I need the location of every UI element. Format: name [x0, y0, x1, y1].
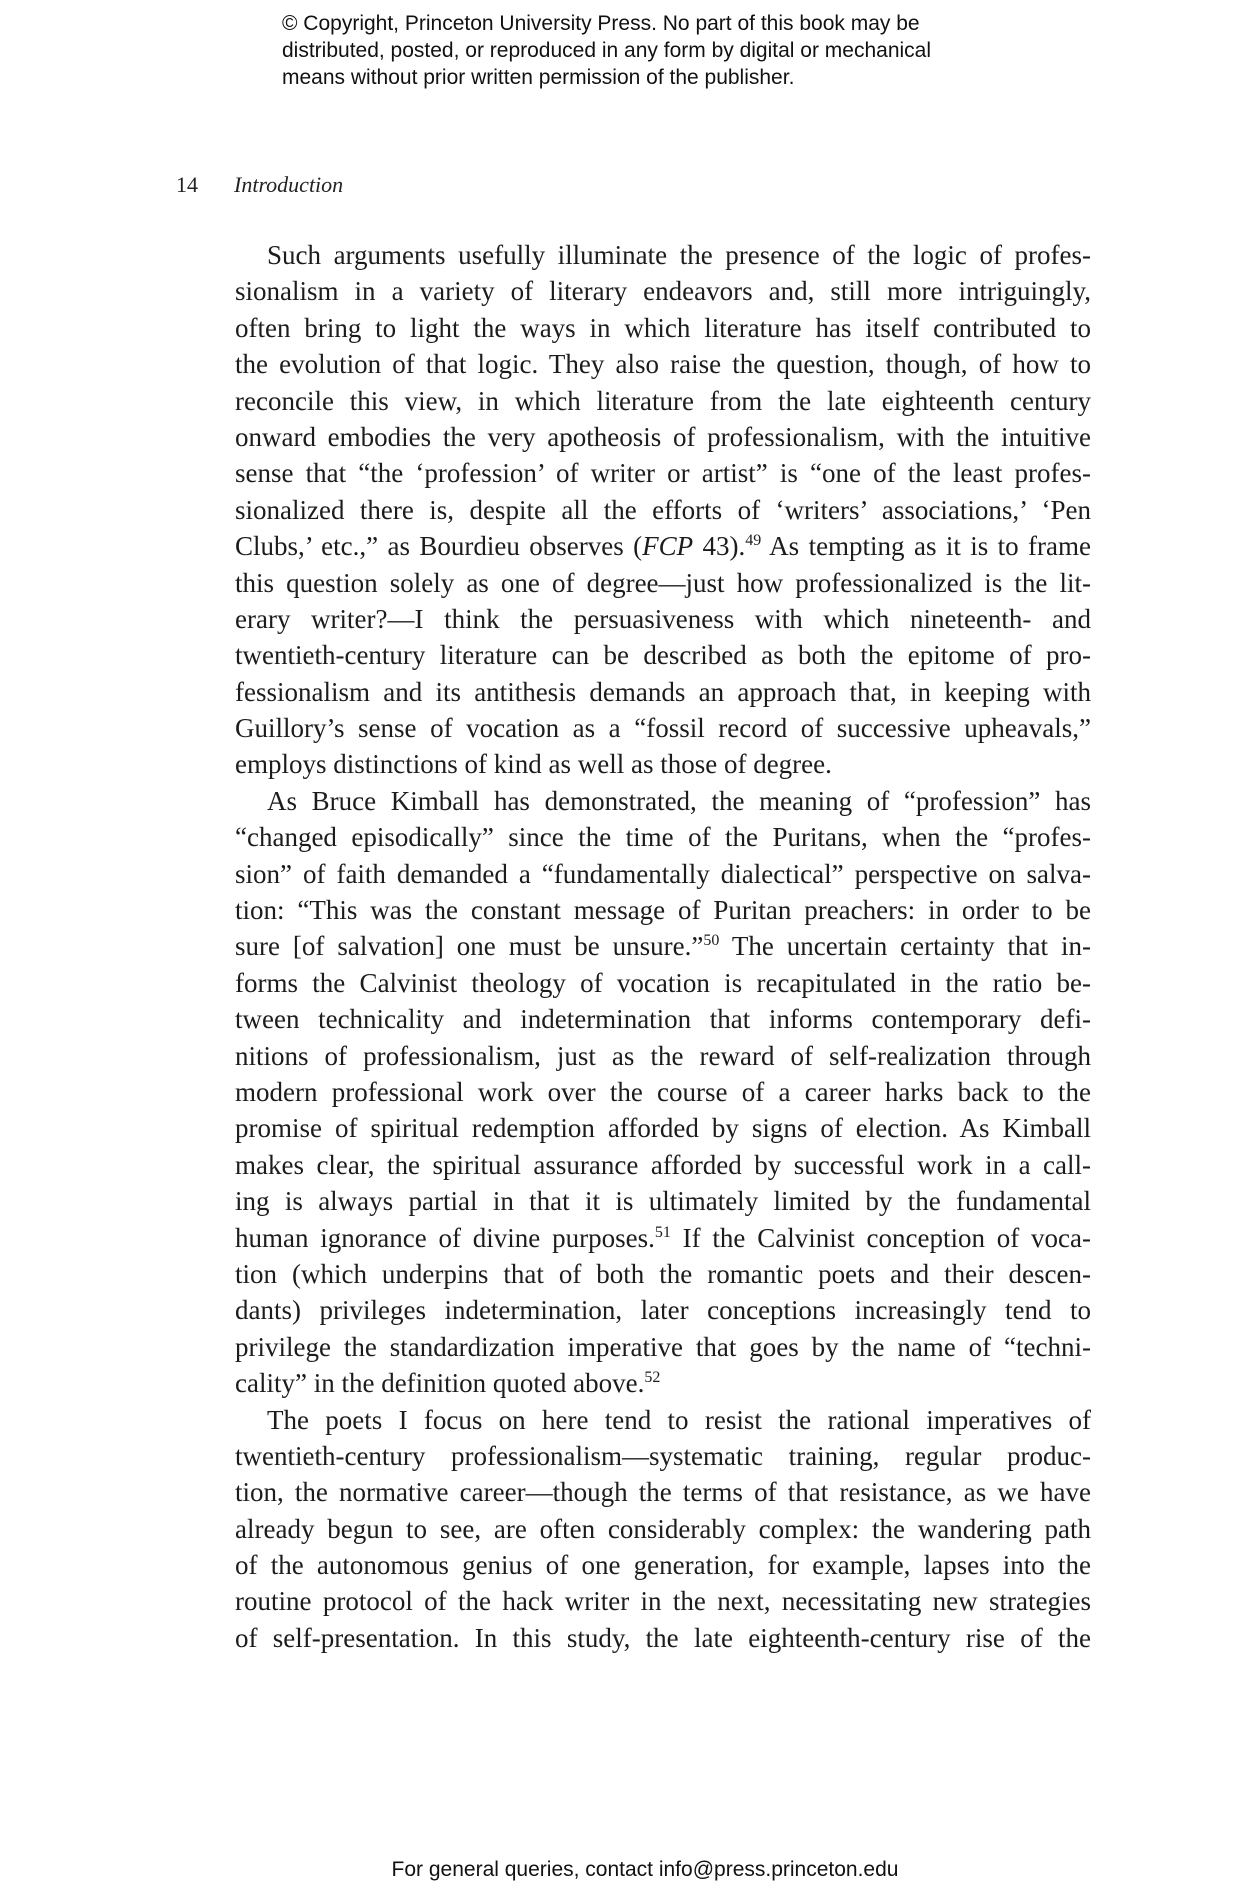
copyright-line: distributed, posted, or reproduced in any form by digital or mechanical [282, 39, 932, 62]
text-line: employs distinctions of kind as well as those of degree. [235, 749, 832, 780]
footer-contact: For general queries, contact info@press.princeton.edu [391, 1858, 899, 1881]
text-line: promise of spiritual redemption afforded by signs of election. As Kimball [235, 1113, 1091, 1144]
text-line: twentieth-century professionalism—systematic training, regular produc- [235, 1440, 1091, 1471]
text-line: routine protocol of the hack writer in the next, necessitating new strategies [235, 1586, 1091, 1617]
citation-abbreviation: FCP [642, 531, 694, 562]
text-line: sionalism in a variety of literary endeavors and, still more intriguingly, [235, 276, 1091, 307]
body-text [235, 237, 1091, 1656]
text-segment: Clubs,’ etc.,” as Bourdieu observes ( [235, 531, 643, 562]
text-line: As Bruce Kimball has demonstrated, the meaning of “profession” has [267, 785, 1091, 816]
page-number: 14 [176, 172, 198, 197]
text-line [235, 928, 1091, 964]
footnote-ref-49[interactable]: 49 [745, 532, 762, 550]
footnote-ref-52[interactable]: 52 [644, 1369, 661, 1387]
text-line [235, 528, 1091, 564]
text-line: this question solely as one of degree—just how professionalized is the lit- [235, 567, 1091, 598]
text-line: tion, the normative career—though the terms of that resistance, as we have [235, 1477, 1091, 1508]
text-line: sion” of faith demanded a “fundamentally dialectical” perspective on salva- [235, 858, 1091, 889]
text-line: forms the Calvinist theology of vocation is recapitulated in the ratio be- [235, 967, 1091, 998]
text-line: dants) privileges indetermination, later conceptions increasingly tend to [235, 1295, 1091, 1326]
text-line: Such arguments usefully illuminate the presence of the logic of profes- [267, 240, 1091, 270]
text-line: of self-presentation. In this study, the late eighteenth-century rise of the [235, 1622, 1091, 1653]
copyright-line: means without prior written permission of the publisher. [282, 66, 795, 89]
text-segment: sure [of salvation] one must be unsure.” [235, 931, 704, 962]
text-line: modern professional work over the course of a career harks back to the [235, 1076, 1091, 1107]
copyright-notice [282, 10, 1042, 91]
text-line: twentieth-century literature can be described as both the epitome of pro- [235, 640, 1091, 671]
footnote-ref-51[interactable]: 51 [654, 1223, 671, 1241]
text-line: fessionalism and its antithesis demands an approach that, in keeping with [235, 676, 1091, 707]
text-line: already begun to see, are often considerably complex: the wandering path [235, 1513, 1091, 1544]
text-line [235, 1220, 1091, 1256]
text-line: onward embodies the very apotheosis of professionalism, with the intuitive [235, 421, 1091, 452]
text-line: tion (which underpins that of both the romantic poets and their descen- [235, 1258, 1091, 1289]
text-line: of the autonomous genius of one generation, for example, lapses into the [235, 1550, 1091, 1581]
text-line: The poets I focus on here tend to resist the rational imperatives of [267, 1404, 1091, 1435]
text-line: sense that “the ‘profession’ of writer or artist” is “one of the least profes- [235, 458, 1091, 489]
footnote-ref-50[interactable]: 50 [703, 932, 720, 950]
text-line: ing is always partial in that it is ultimately limited by the fundamental [235, 1186, 1091, 1217]
text-line: nitions of professionalism, just as the reward of self-realization through [235, 1040, 1091, 1071]
section-title: Introduction [234, 172, 344, 197]
text-line: makes clear, the spiritual assurance afforded by successful work in a call- [235, 1149, 1091, 1180]
text-segment: If the Calvinist conception of voca- [670, 1222, 1091, 1253]
text-segment: cality” in the definition quoted above. [235, 1368, 645, 1399]
text-line: sionalized there is, despite all the efforts of ‘writers’ associations,’ ‘Pen [235, 494, 1091, 525]
text-line: “changed episodically” since the time of the Puritans, when the “profes- [235, 822, 1091, 853]
text-segment: As tempting as it is to frame [761, 531, 1091, 562]
text-line: erary writer?—I think the persuasiveness with which nineteenth- and [235, 603, 1091, 634]
text-segment: 43). [693, 531, 746, 562]
text-line: privilege the standardization imperative that goes by the name of “techni- [235, 1331, 1091, 1362]
copyright-line: © Copyright, Princeton University Press. No part of this book may be [282, 12, 920, 35]
text-line: Guillory’s sense of vocation as a “fossil record of successive upheavals,” [235, 713, 1091, 744]
text-segment: The uncertain certainty that in- [719, 931, 1091, 962]
text-line: the evolution of that logic. They also raise the question, though, of how to [235, 349, 1091, 380]
text-line [235, 1365, 1091, 1401]
text-line: often bring to light the ways in which literature has itself contributed to [235, 312, 1091, 343]
text-segment: human ignorance of divine purposes. [235, 1222, 655, 1253]
text-line: tion: “This was the constant message of Puritan preachers: in order to be [235, 895, 1091, 926]
text-line: tween technicality and indetermination that informs contemporary defi- [235, 1004, 1091, 1035]
text-line: reconcile this view, in which literature from the late eighteenth century [235, 385, 1091, 416]
